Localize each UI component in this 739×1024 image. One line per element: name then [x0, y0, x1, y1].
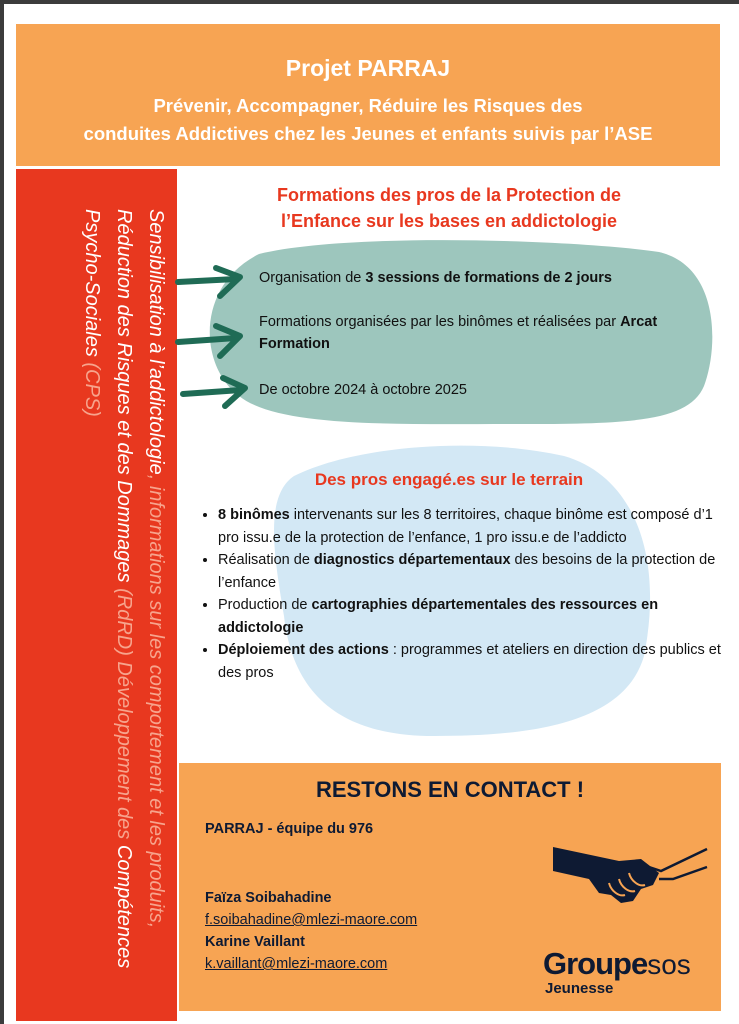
subtitle-line-2: conduites Addictives chez les Jeunes et enfants suivis par l’ASE	[83, 123, 653, 144]
formation-item	[259, 311, 669, 355]
formation-item	[259, 267, 699, 289]
item-text: des besoins de la protection de l’enfance	[218, 552, 716, 591]
item-bold-text: 8 binômes	[218, 507, 290, 523]
terrain-title: Des pros engagé.es sur le terrain	[314, 470, 584, 489]
subtitle-line-1: Prévenir, Accompagner, Réduire les Risques des	[153, 95, 583, 116]
sidebar-segment: (CPS)	[81, 356, 103, 417]
formations-title-line-1: Formations des pros de la Protection de	[276, 185, 622, 205]
formations-title-line-2: l’Enfance sur les bases en addictologie	[280, 211, 618, 231]
formation-item	[259, 379, 699, 401]
contact-email-link[interactable]: f.soibahadine@mlezi-maore.com	[205, 912, 418, 928]
item-text: De octobre 2024 à octobre 2025	[259, 382, 467, 398]
handshake-icon	[549, 843, 709, 913]
project-title: Projet PARRAJ	[285, 55, 451, 81]
item-text: Organisation de	[259, 270, 366, 286]
logo-groupe-text: Groupe	[543, 946, 648, 981]
logo-jeunesse-text: Jeunesse	[545, 980, 614, 997]
contact-person	[205, 887, 417, 931]
contact-title: RESTONS EN CONTACT !	[315, 777, 585, 802]
sidebar-vertical-text	[62, 209, 172, 999]
groupe-sos-logo	[543, 946, 691, 997]
sidebar-segment: Compétences Psycho-Sociales	[81, 209, 135, 969]
item-bold-text: cartographies départementales des ressources en addictologie	[218, 597, 659, 636]
sidebar-vertical-banner	[16, 169, 177, 1021]
item-text: Formations organisées par les binômes et réalisées par	[259, 314, 621, 330]
list-item	[218, 504, 728, 549]
list-item	[218, 549, 728, 594]
sidebar-segment: , informations sur les comportement et les produits,	[145, 474, 167, 929]
contact-person	[205, 931, 387, 975]
list-item	[218, 594, 728, 639]
item-bold-text: Déploiement des actions	[218, 642, 389, 658]
terrain-list	[200, 504, 728, 684]
contact-name: Faïza Soibahadine	[205, 890, 332, 906]
item-text: : programmes et ateliers en direction des publics et des pros	[218, 642, 721, 681]
arrow-icon	[179, 372, 259, 412]
team-label: PARRAJ - équipe du 976	[205, 821, 374, 837]
item-bold-text: diagnostics départementaux	[313, 552, 511, 568]
logo-sos-text: sos	[647, 949, 691, 980]
sidebar-segment: Sensibilisation à l’addictologie	[145, 209, 167, 475]
flyer-page	[4, 4, 739, 1024]
contact-box	[179, 763, 721, 1011]
sidebar-segment: Réduction des Risques et des Dommages	[113, 209, 135, 583]
item-bold-text: Arcat Formation	[259, 314, 658, 352]
item-bold-text: 3 sessions de formations de 2 jours	[365, 270, 612, 286]
header-banner	[16, 24, 720, 166]
list-item	[218, 639, 728, 684]
sidebar-segment: (RdRD) Développement des	[113, 582, 135, 845]
item-text: intervenants sur les 8 territoires, chaque binôme est composé d’1 pro issu.e de la protection de l’enfance, 1 pro issu.e de l’addicto	[218, 507, 713, 546]
contact-email-link[interactable]: k.vaillant@mlezi-maore.com	[205, 956, 388, 972]
item-text: Production de	[218, 597, 312, 613]
arrow-icon	[174, 262, 254, 302]
project-subtitle	[16, 92, 720, 148]
formations-title	[189, 182, 709, 234]
arrow-icon	[174, 318, 254, 360]
contact-name: Karine Vaillant	[205, 934, 305, 950]
item-text: Réalisation de	[218, 552, 314, 568]
